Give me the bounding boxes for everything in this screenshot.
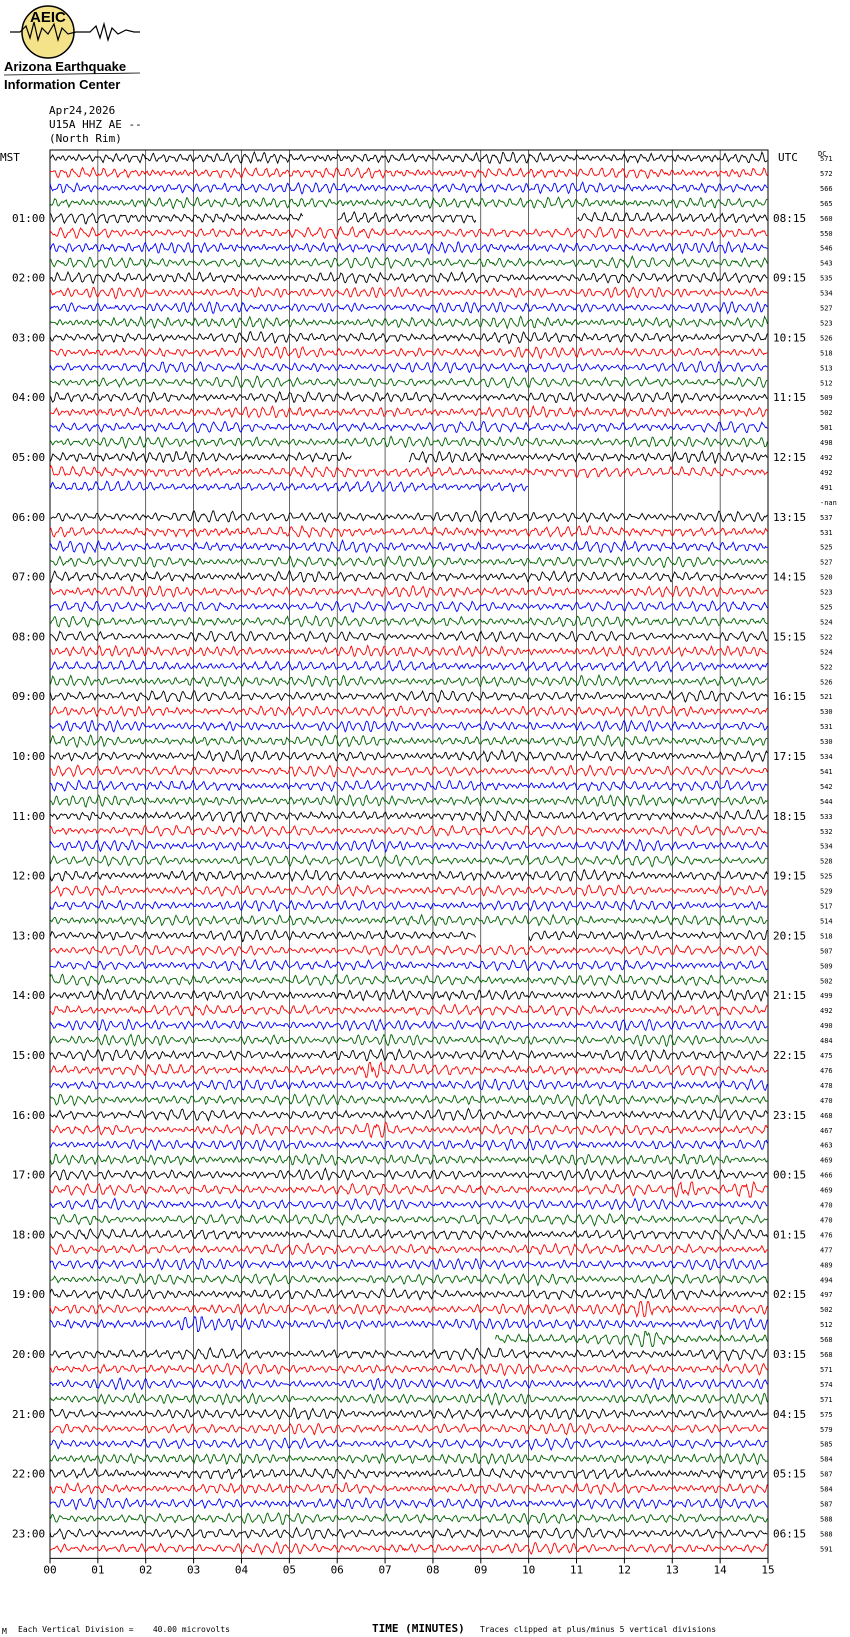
dc-offset-label: 527: [820, 558, 833, 567]
dc-offset-label: 523: [820, 588, 833, 597]
dc-offset-label: 527: [820, 304, 833, 313]
dc-offset-label: 514: [820, 917, 833, 926]
x-tick-label: 13: [665, 1563, 679, 1577]
seismic-trace: [50, 540, 767, 553]
left-hour-label: 06:00: [12, 510, 46, 524]
seismic-trace: [50, 826, 767, 837]
dc-offset-label: 533: [820, 812, 833, 821]
dc-offset-label: 498: [820, 439, 833, 448]
seismic-trace: [50, 361, 767, 373]
seismic-trace: [50, 1454, 767, 1465]
header-station: U15A HHZ AE --: [49, 118, 142, 131]
x-tick-label: 14: [713, 1563, 727, 1577]
right-tz-label: UTC: [778, 151, 798, 164]
dc-offset-label: 524: [820, 648, 833, 657]
seismic-trace: [50, 1259, 767, 1270]
dc-offset-label: 501: [820, 424, 833, 433]
right-hour-label: 02:15: [773, 1288, 807, 1302]
seismic-trace: [50, 302, 767, 314]
dc-offset-label: 507: [820, 947, 833, 956]
dc-offset-label: 491: [820, 483, 833, 492]
dc-offset-label: 484: [820, 1037, 833, 1046]
seismic-trace: [50, 1542, 767, 1554]
dc-offset-label: 521: [820, 693, 833, 702]
seismic-trace: [50, 840, 767, 852]
seismic-trace: [50, 1243, 767, 1255]
seismic-trace: [50, 855, 767, 867]
seismic-trace: [50, 182, 767, 194]
seismic-trace: [50, 1229, 767, 1239]
right-hour-label: 17:15: [773, 750, 807, 763]
dc-offset-label: 560: [820, 214, 833, 223]
dc-offset-label: 543: [820, 259, 833, 268]
left-tz-label: MST: [0, 151, 20, 164]
seismic-trace: [50, 152, 767, 163]
x-tick-label: 11: [569, 1563, 584, 1577]
dc-offset-label: 541: [820, 767, 833, 776]
dc-offset-label: 522: [820, 633, 833, 642]
seismic-trace: [50, 646, 767, 657]
seismic-trace: [50, 556, 767, 567]
left-hour-label: 15:00: [12, 1049, 46, 1062]
seismic-trace: [50, 1034, 767, 1046]
dc-offset-label: 574: [820, 1380, 833, 1389]
right-hour-label: 09:15: [773, 271, 807, 285]
x-tick-label: 12: [617, 1563, 632, 1577]
seismic-trace: [50, 332, 767, 344]
seismic-trace: [50, 795, 767, 807]
right-hour-label: 19:15: [773, 869, 807, 883]
dc-offset-label: 534: [820, 842, 833, 851]
dc-offset-label: 537: [820, 513, 833, 522]
seismic-trace: [50, 631, 767, 642]
seismic-trace: [50, 392, 767, 403]
right-hour-label: 06:15: [773, 1527, 807, 1541]
dc-offset-label: 492: [820, 468, 833, 477]
dc-offset-label: 585: [820, 1440, 833, 1449]
seismic-trace: [50, 1139, 767, 1150]
dc-offset-label: 535: [820, 274, 833, 283]
dc-offset-label: 534: [820, 753, 833, 761]
x-tick-label: 03: [186, 1563, 201, 1577]
left-hour-label: 16:00: [12, 1108, 46, 1122]
seismic-trace: [50, 451, 767, 463]
seismic-trace: [50, 616, 767, 627]
left-hour-label: 10:00: [12, 750, 46, 763]
seismic-trace: [50, 735, 767, 747]
seismic-trace: [50, 1513, 767, 1525]
seismic-trace: [50, 661, 767, 672]
seismic-trace: [50, 1289, 767, 1300]
dc-offset-label: 513: [820, 364, 833, 373]
seismic-trace: [50, 765, 767, 777]
dc-offset-label: 575: [820, 1410, 833, 1419]
seismic-trace: [50, 376, 767, 388]
dc-offset-label: 468: [820, 1111, 833, 1120]
dc-offset-label: 478: [820, 1081, 833, 1090]
right-hour-label: 21:15: [773, 989, 807, 1003]
left-hour-label: 13:00: [12, 929, 46, 943]
dc-offset-label: 502: [820, 1306, 833, 1315]
seismic-trace: [50, 1438, 767, 1450]
seismic-trace: [50, 1094, 767, 1106]
dc-offset-label: 469: [820, 1186, 833, 1195]
dc-offset-label: 525: [820, 872, 833, 881]
seismic-trace: [50, 466, 767, 478]
dc-offset-label: 587: [820, 1470, 833, 1479]
dc-offset-label: 476: [820, 1066, 833, 1075]
left-hour-label: 05:00: [12, 451, 46, 464]
dc-offset-label: 490: [820, 1022, 833, 1031]
left-hour-label: 23:00: [12, 1527, 46, 1541]
dc-offset-label: 467: [820, 1126, 833, 1135]
dc-offset-label: 542: [820, 782, 833, 791]
seismic-trace: [50, 1079, 767, 1090]
left-hour-label: 20:00: [12, 1348, 46, 1361]
x-tick-label: 04: [234, 1563, 249, 1577]
dc-offset-label: 470: [820, 1216, 833, 1225]
left-hour-label: 19:00: [12, 1288, 46, 1302]
seismic-trace: [50, 1348, 767, 1361]
logo-line1: Arizona Earthquake: [4, 59, 127, 74]
right-hour-label: 10:15: [773, 331, 807, 345]
dc-offset-label: 571: [820, 155, 833, 163]
right-hour-label: 05:15: [773, 1467, 807, 1481]
dc-offset-label: 497: [820, 1291, 833, 1300]
dc-offset-label: 565: [820, 199, 833, 208]
dc-label: DC: [818, 150, 827, 158]
seismic-trace: [50, 721, 767, 732]
dc-offset-label: 466: [820, 1171, 833, 1180]
dc-offset-label: 584: [820, 1485, 833, 1494]
seismic-trace: [50, 1214, 767, 1226]
x-tick-label: 09: [474, 1563, 488, 1577]
seismic-trace: [50, 750, 767, 761]
right-hour-label: 23:15: [773, 1108, 807, 1122]
seismic-trace: [50, 1020, 767, 1031]
dc-offset-label: 502: [820, 977, 833, 986]
dc-offset-label: 525: [820, 603, 833, 612]
seismic-trace: [50, 1182, 767, 1197]
right-hour-label: 13:15: [773, 510, 807, 524]
dc-offset-label: 470: [820, 1201, 833, 1210]
dc-offset-label: 587: [820, 1500, 833, 1509]
seismic-trace: [50, 1122, 767, 1137]
dc-offset-label: 550: [820, 229, 833, 238]
dc-offset-label: 534: [820, 289, 833, 298]
seismic-trace: [50, 915, 767, 926]
seismic-trace: [50, 256, 767, 268]
dc-offset-label: 531: [820, 723, 833, 732]
x-tick-label: 10: [522, 1563, 536, 1577]
dc-offset-label: 528: [820, 857, 833, 866]
seismic-trace: [50, 1528, 767, 1539]
dc-offset-label: 518: [820, 932, 833, 941]
left-hour-label: 21:00: [12, 1407, 46, 1421]
x-tick-label: 00: [43, 1563, 57, 1577]
seismic-trace: [50, 1363, 767, 1375]
x-tick-label: 06: [330, 1563, 344, 1577]
dc-offset-label: 492: [820, 454, 833, 462]
dc-offset-label: 475: [820, 1052, 833, 1060]
seismic-trace: [50, 706, 767, 717]
dc-offset-label: 588: [820, 1530, 833, 1539]
left-hour-label: 11:00: [12, 809, 46, 823]
seismic-trace: [50, 287, 767, 298]
right-hour-label: 22:15: [773, 1049, 807, 1062]
seismic-trace: [50, 900, 767, 911]
right-hour-label: 03:15: [773, 1348, 807, 1361]
right-hour-label: 08:15: [773, 211, 807, 225]
dc-offset-label: 499: [820, 992, 833, 1001]
right-hour-label: 01:15: [773, 1228, 807, 1242]
seismic-trace: [50, 1468, 767, 1478]
left-hour-label: 12:00: [12, 869, 46, 883]
seismic-trace: [50, 945, 767, 956]
right-hour-label: 00:15: [773, 1168, 807, 1182]
seismic-trace: [50, 422, 767, 433]
seismic-trace: [50, 272, 767, 283]
right-hour-label: 16:15: [773, 690, 807, 704]
vertical-division-note: Each Vertical Division = 40.00 microvolts: [18, 1625, 230, 1634]
dc-offset-label: 532: [820, 827, 833, 836]
seismic-trace: [50, 1302, 767, 1317]
seismic-trace: [50, 780, 767, 791]
dc-offset-label: 546: [820, 244, 833, 253]
dc-offset-label: 517: [820, 902, 833, 911]
dc-offset-label: 492: [820, 1007, 833, 1016]
dc-offset-label: -nan: [820, 498, 837, 507]
seismic-trace: [50, 974, 767, 985]
left-hour-label: 08:00: [12, 630, 46, 644]
left-hour-label: 22:00: [12, 1467, 46, 1481]
header-location: (North Rim): [49, 132, 122, 145]
seismic-trace: [50, 406, 767, 418]
dc-offset-label: 522: [820, 663, 833, 672]
seismic-trace: [50, 601, 767, 612]
dc-offset-label: 584: [820, 1455, 833, 1464]
dc-offset-label: 502: [820, 409, 833, 418]
seismic-trace: [50, 436, 767, 448]
left-hour-label: 14:00: [12, 989, 46, 1003]
dc-offset-label: 530: [820, 738, 833, 747]
seismic-trace: [50, 675, 767, 686]
seismic-trace: [50, 1049, 767, 1061]
dc-offset-label: 579: [820, 1425, 833, 1434]
dc-offset-label: 518: [820, 349, 833, 358]
seismic-trace: [50, 1168, 767, 1180]
seismic-trace: [50, 481, 528, 492]
clip-note: Traces clipped at plus/minus 5 vertical divisions: [480, 1625, 717, 1634]
dc-offset-label: 463: [820, 1141, 833, 1150]
seismic-trace: [50, 1198, 767, 1210]
seismic-trace: [50, 691, 767, 703]
dc-offset-label: 520: [820, 573, 833, 582]
header-date: Apr24,2026: [49, 104, 116, 117]
seismic-trace: [50, 1498, 767, 1509]
seismic-trace: [50, 227, 767, 239]
seismic-trace: [50, 1062, 767, 1077]
seismic-trace: [50, 810, 767, 822]
seismic-trace: [50, 347, 767, 359]
seismic-trace: [50, 960, 767, 971]
logo-abbr: AEIC: [30, 9, 66, 26]
left-hour-label: 18:00: [12, 1228, 46, 1242]
seismic-trace: [50, 1154, 767, 1165]
dc-offset-label: 476: [820, 1231, 833, 1240]
seismic-trace: [50, 316, 767, 328]
dc-offset-label: 571: [820, 1365, 833, 1374]
left-hour-label: 04:00: [12, 391, 46, 405]
logo-line2: Information Center: [4, 77, 121, 92]
seismic-trace: [50, 586, 767, 597]
dc-offset-label: 531: [820, 528, 833, 537]
seismic-trace: [50, 885, 767, 896]
seismic-trace: [50, 1483, 767, 1495]
x-tick-label: 08: [426, 1563, 440, 1577]
dc-offset-label: 524: [820, 618, 833, 627]
right-hour-label: 15:15: [773, 630, 807, 644]
dc-offset-label: 566: [820, 184, 833, 193]
corner-mark: M: [2, 1627, 7, 1636]
right-hour-label: 12:15: [773, 451, 807, 464]
seismic-trace: [50, 1408, 767, 1419]
right-hour-label: 14:15: [773, 570, 807, 584]
right-hour-label: 20:15: [773, 929, 807, 943]
dc-offset-label: 469: [820, 1156, 833, 1165]
dc-offset-label: 568: [820, 1351, 833, 1359]
x-tick-label: 15: [761, 1563, 775, 1577]
seismic-trace: [50, 212, 767, 224]
dc-offset-label: 529: [820, 887, 833, 896]
x-tick-label: 01: [91, 1563, 105, 1577]
right-hour-label: 18:15: [773, 809, 807, 823]
seismic-trace: [496, 1332, 768, 1347]
dc-offset-label: 571: [820, 1395, 833, 1404]
seismic-trace: [51, 511, 767, 522]
x-tick-label: 07: [378, 1563, 392, 1577]
right-hour-label: 04:15: [773, 1407, 807, 1421]
dc-offset-label: 591: [820, 1545, 833, 1554]
dc-offset-label: 572: [820, 169, 833, 178]
dc-offset-label: 525: [820, 543, 833, 552]
seismic-trace: [50, 242, 767, 254]
seismic-trace: [50, 1274, 767, 1285]
seismic-trace: [50, 930, 767, 942]
seismic-trace: [50, 1317, 767, 1332]
left-hour-label: 07:00: [12, 570, 46, 584]
dc-offset-label: 523: [820, 319, 833, 328]
seismic-trace: [50, 1109, 767, 1121]
seismic-trace: [50, 571, 767, 582]
dc-offset-label: 509: [820, 962, 833, 971]
x-axis-label: TIME (MINUTES): [372, 1622, 465, 1635]
seismic-trace: [50, 989, 767, 1001]
dc-offset-label: 526: [820, 334, 833, 343]
plot-frame: [50, 150, 768, 1558]
seismic-trace: [50, 197, 767, 208]
seismic-trace: [50, 168, 767, 179]
dc-offset-label: 470: [820, 1096, 833, 1105]
dc-offset-label: 568: [820, 1336, 833, 1345]
seismic-trace: [50, 1393, 767, 1404]
seismic-trace: [50, 870, 767, 881]
dc-offset-label: 588: [820, 1515, 833, 1524]
dc-offset-label: 489: [820, 1261, 833, 1270]
left-hour-label: 01:00: [12, 211, 46, 225]
dc-offset-label: 544: [820, 797, 833, 806]
dc-offset-label: 494: [820, 1276, 833, 1285]
seismic-trace: [50, 1004, 767, 1015]
dc-offset-label: 509: [820, 394, 833, 403]
seismic-trace: [50, 1424, 767, 1435]
left-hour-label: 17:00: [12, 1168, 46, 1182]
right-hour-label: 11:15: [773, 391, 807, 405]
dc-offset-label: 512: [820, 379, 833, 388]
seismic-trace: [50, 526, 767, 537]
x-tick-label: 05: [282, 1563, 296, 1577]
left-hour-label: 03:00: [12, 331, 46, 345]
left-hour-label: 02:00: [12, 271, 46, 285]
dc-offset-label: 477: [820, 1246, 833, 1255]
x-tick-label: 02: [139, 1563, 153, 1577]
left-hour-label: 09:00: [12, 690, 46, 704]
dc-offset-label: 526: [820, 678, 833, 687]
seismic-trace: [50, 1378, 767, 1390]
dc-offset-label: 530: [820, 708, 833, 717]
dc-offset-label: 512: [820, 1321, 833, 1330]
